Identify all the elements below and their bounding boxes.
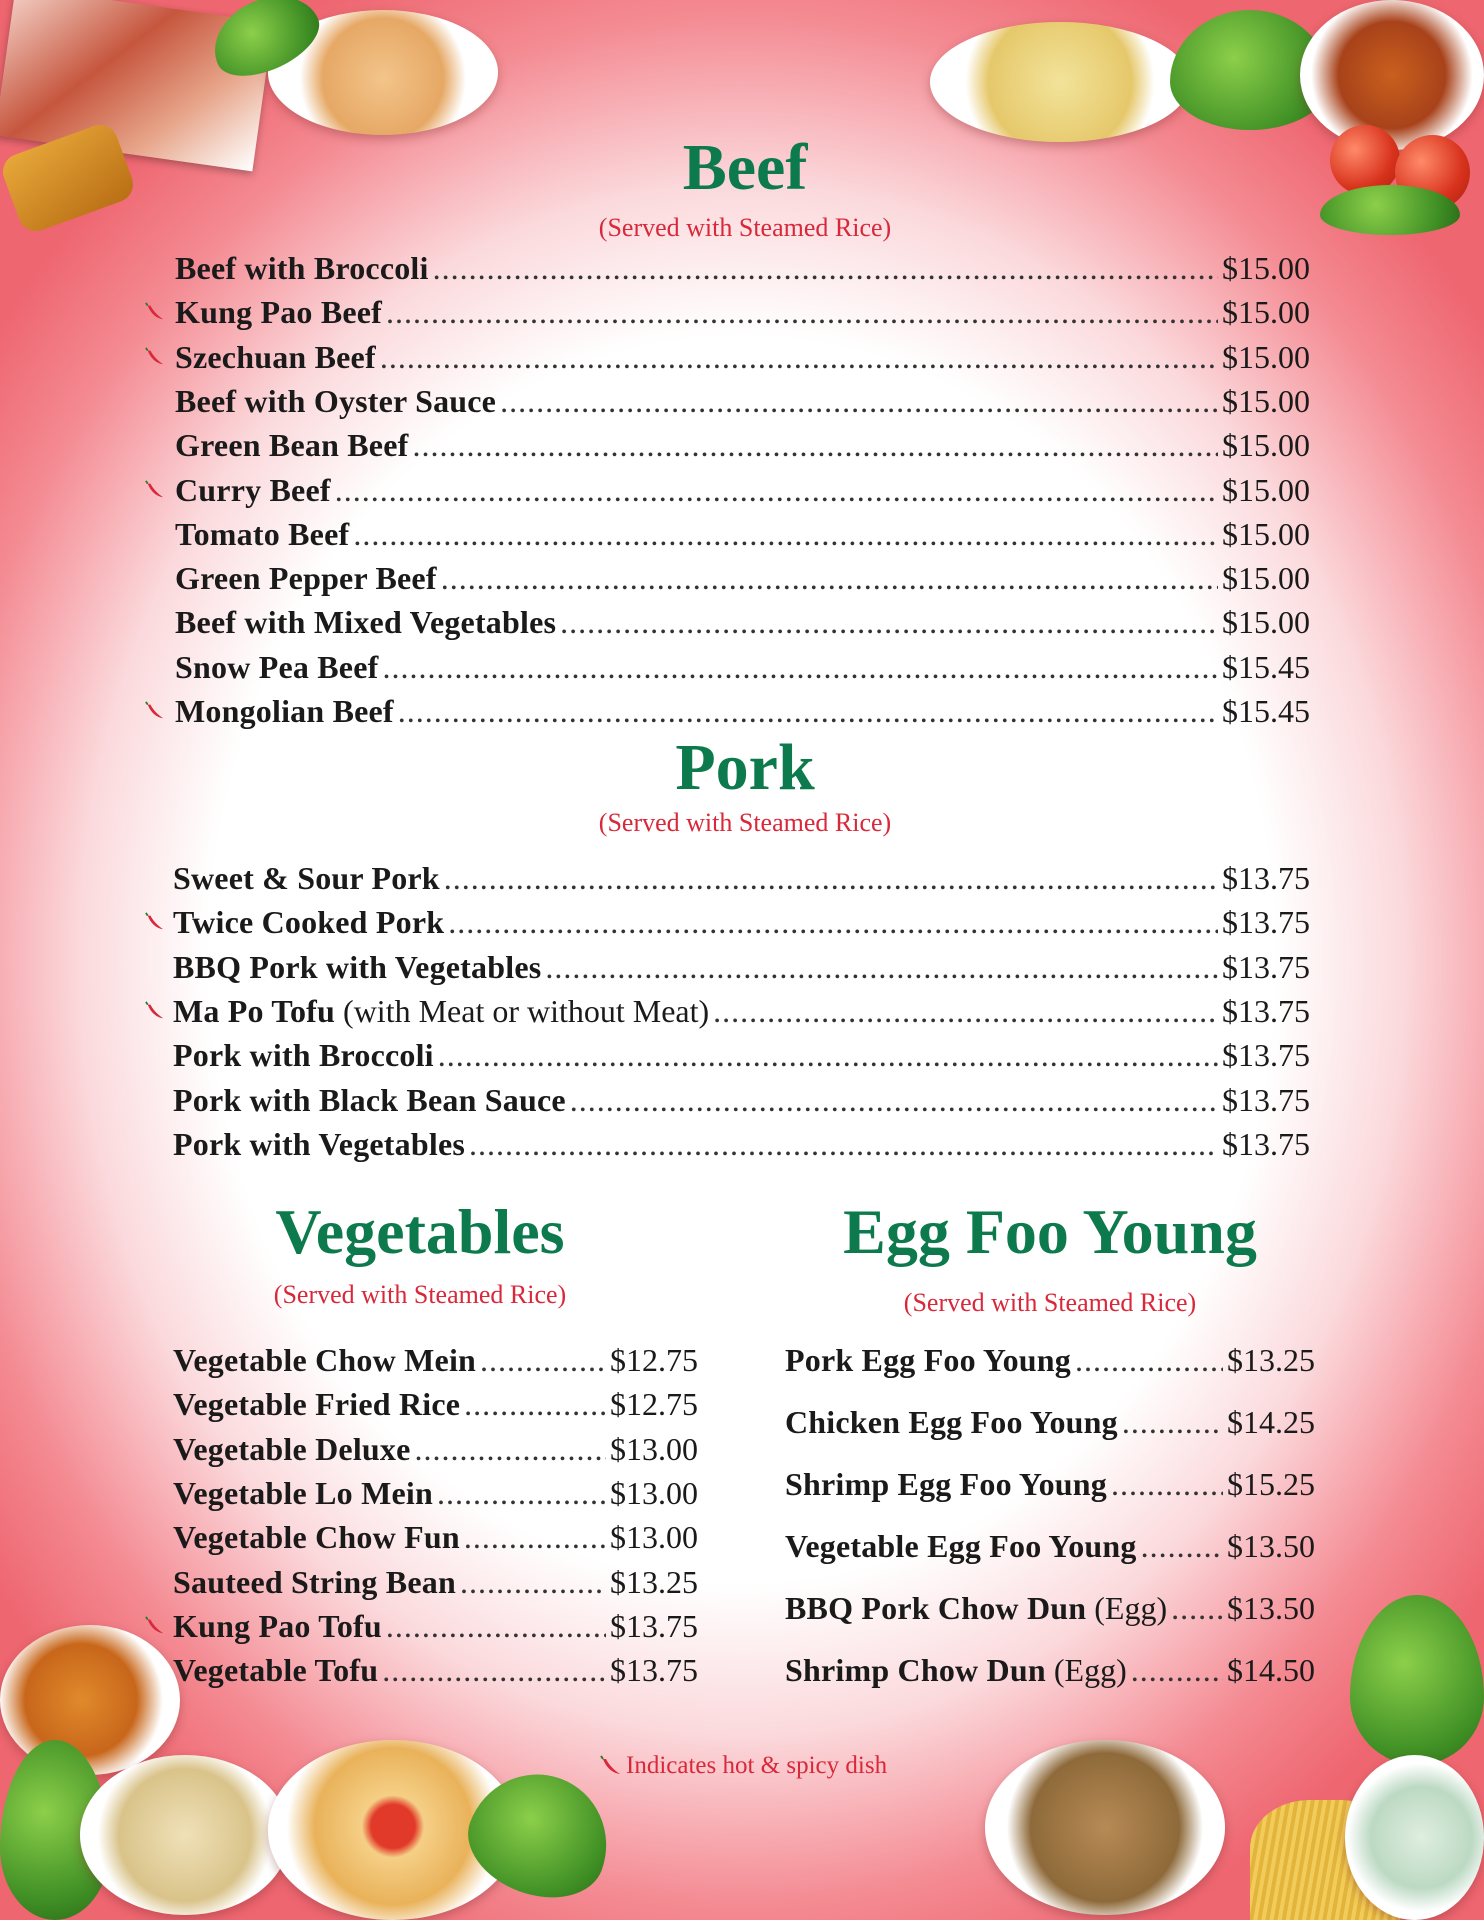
dot-leader <box>353 516 1218 553</box>
menu-item-row <box>173 1037 1310 1074</box>
orange-chicken-plate <box>0 1625 180 1775</box>
chili-pepper-icon <box>145 347 165 367</box>
menu-item-name: Beef with Mixed Vegetables <box>175 604 557 641</box>
menu-item-price: $13.00 <box>610 1519 698 1556</box>
menu-item-price: $15.00 <box>1222 294 1310 331</box>
dot-leader <box>386 294 1218 331</box>
menu-item-row <box>173 949 1310 986</box>
menu-item-row <box>175 427 1310 464</box>
menu-item-price: $13.75 <box>1222 1081 1310 1118</box>
dot-leader <box>469 1126 1218 1163</box>
menu-item-name: Tomato Beef <box>175 515 350 552</box>
menu-item-price: $13.25 <box>1227 1342 1315 1378</box>
menu-item-name: Vegetable Chow Fun <box>173 1519 460 1556</box>
dot-leader <box>412 427 1218 464</box>
dot-leader <box>1111 1466 1223 1503</box>
menu-item-price: $13.50 <box>1227 1528 1315 1564</box>
dot-leader <box>713 993 1218 1030</box>
menu-item-price: $15.25 <box>1227 1466 1315 1502</box>
menu-item-name: Snow Pea Beef <box>175 648 379 685</box>
egg-foo-young-menu-list <box>785 1342 1315 1702</box>
menu-item-price: $13.75 <box>1222 992 1310 1029</box>
menu-item-name: Sauteed String Bean <box>173 1563 456 1600</box>
menu-item-row <box>173 1342 698 1379</box>
menu-item-row <box>173 860 1310 897</box>
menu-item-name: Vegetable Deluxe <box>173 1430 411 1467</box>
menu-item-row <box>785 1404 1315 1441</box>
chili-pepper-icon <box>600 1755 622 1777</box>
pork-title: Pork <box>675 731 815 804</box>
menu-item-price: $13.75 <box>1222 948 1310 985</box>
menu-item-price: $13.50 <box>1227 1590 1315 1626</box>
vegetables-menu-list <box>173 1342 698 1702</box>
menu-item-row <box>175 516 1310 553</box>
menu-item-name: Beef with Broccoli <box>175 250 429 286</box>
chili-pepper-icon <box>145 701 165 721</box>
dot-leader <box>437 1475 606 1512</box>
menu-item-price: $15.00 <box>1222 604 1310 641</box>
menu-item-row <box>173 1652 698 1689</box>
menu-item-name: Vegetable Egg Foo Young <box>785 1528 1137 1564</box>
menu-item-price: $12.75 <box>610 1386 698 1423</box>
menu-item-price: $12.75 <box>610 1342 698 1378</box>
pork-menu-list <box>173 860 1310 1170</box>
dot-leader <box>1075 1342 1223 1379</box>
menu-item-row <box>785 1528 1315 1565</box>
menu-item-row <box>785 1590 1315 1627</box>
wonton-soup-bowl <box>1345 1755 1484 1920</box>
dot-leader <box>1171 1590 1223 1627</box>
menu-item-price: $15.00 <box>1222 515 1310 552</box>
dot-leader <box>444 860 1218 897</box>
menu-item-name: Vegetable Fried Rice <box>173 1386 461 1423</box>
singapore-noodles-plate <box>930 22 1190 142</box>
menu-item-row <box>173 1608 698 1645</box>
dot-leader <box>448 904 1218 941</box>
menu-item-name: Pork with Vegetables <box>173 1125 465 1162</box>
dot-leader <box>335 472 1218 509</box>
menu-item-row <box>785 1342 1315 1379</box>
dot-leader <box>1141 1528 1223 1565</box>
menu-item-name: Curry Beef <box>175 471 331 508</box>
menu-item-price: $15.00 <box>1222 250 1310 286</box>
dot-leader <box>380 339 1218 376</box>
chili-pepper-icon <box>145 912 165 932</box>
menu-item-name: Twice Cooked Pork <box>173 904 445 941</box>
menu-item-price: $15.00 <box>1222 471 1310 508</box>
menu-item-row <box>173 993 1310 1030</box>
menu-item-row <box>173 1519 698 1556</box>
menu-item-name: Vegetable Tofu <box>173 1652 379 1689</box>
vegetables-subtitle: (Served with Steamed Rice) <box>273 1280 567 1309</box>
egg-foo-young-subtitle: (Served with Steamed Rice) <box>903 1288 1197 1317</box>
menu-item-row <box>175 250 1310 287</box>
dot-leader <box>433 250 1218 287</box>
dot-leader <box>1122 1404 1223 1441</box>
menu-item-row <box>175 339 1310 376</box>
pork-subtitle: (Served with Steamed Rice) <box>598 808 892 837</box>
menu-item-row <box>175 693 1310 730</box>
menu-item-name: Pork Egg Foo Young <box>785 1342 1072 1378</box>
menu-item-name: Vegetable Lo Mein <box>173 1474 433 1511</box>
dot-leader <box>438 1037 1218 1074</box>
menu-item-name: Chicken Egg Foo Young <box>785 1404 1118 1440</box>
dot-leader <box>570 1082 1218 1119</box>
menu-item-price: $13.00 <box>610 1430 698 1467</box>
menu-item-row <box>175 604 1310 641</box>
menu-item-row <box>175 383 1310 420</box>
menu-item-row <box>175 649 1310 686</box>
dot-leader <box>464 1386 606 1423</box>
menu-item-price: $15.00 <box>1222 560 1310 597</box>
menu-item-row <box>173 1082 1310 1119</box>
menu-item-name: Sweet & Sour Pork <box>173 860 440 896</box>
menu-item-name: BBQ Pork Chow Dun <box>785 1590 1087 1626</box>
menu-item-name: Pork with Broccoli <box>173 1037 434 1074</box>
general-tso-chicken-plate <box>1300 0 1484 150</box>
menu-item-name: Green Pepper Beef <box>175 560 437 597</box>
dot-leader <box>415 1431 606 1468</box>
menu-item-note: (Egg) <box>1053 1652 1127 1688</box>
spicy-legend <box>600 1752 887 1780</box>
menu-item-row <box>173 1126 1310 1163</box>
dot-leader <box>441 560 1218 597</box>
kung-pao-chicken-plate <box>985 1740 1225 1915</box>
fried-rice-plate <box>80 1755 290 1915</box>
dot-leader <box>560 604 1218 641</box>
dot-leader <box>398 693 1218 730</box>
menu-item-name: Ma Po Tofu <box>173 992 336 1029</box>
menu-item-price: $13.75 <box>1222 860 1310 896</box>
menu-item-name: Shrimp Egg Foo Young <box>785 1466 1107 1502</box>
menu-item-price: $14.50 <box>1227 1652 1315 1688</box>
menu-item-price: $15.45 <box>1222 693 1310 729</box>
dot-leader <box>382 649 1218 686</box>
dot-leader <box>460 1564 606 1601</box>
dot-leader <box>382 1652 606 1689</box>
menu-item-row <box>173 904 1310 941</box>
dot-leader <box>545 949 1218 986</box>
spicy-legend-text: Indicates hot & spicy dish <box>626 1752 888 1779</box>
menu-item-row <box>173 1431 698 1468</box>
menu-item-row <box>785 1652 1315 1689</box>
menu-item-price: $13.75 <box>610 1652 698 1689</box>
chili-pepper-icon <box>145 480 165 500</box>
menu-item-row <box>175 472 1310 509</box>
menu-item-row <box>175 294 1310 331</box>
menu-item-price: $13.25 <box>610 1563 698 1600</box>
chili-pepper-icon <box>145 1616 165 1636</box>
beef-title: Beef <box>682 131 808 204</box>
menu-item-price: $13.75 <box>1222 1125 1310 1162</box>
menu-item-name: Shrimp Chow Dun <box>785 1652 1046 1688</box>
menu-item-name: Vegetable Chow Mein <box>173 1342 477 1378</box>
menu-item-name: Kung Pao Beef <box>175 294 383 331</box>
beef-subtitle: (Served with Steamed Rice) <box>598 213 892 242</box>
menu-item-price: $15.45 <box>1222 648 1310 685</box>
menu-item-row <box>175 560 1310 597</box>
lettuce-bottom-right <box>1350 1595 1484 1765</box>
menu-item-price: $13.75 <box>1222 904 1310 941</box>
menu-item-price: $15.00 <box>1222 427 1310 464</box>
menu-item-name: Kung Pao Tofu <box>173 1607 382 1644</box>
menu-item-name: Beef with Oyster Sauce <box>175 382 497 419</box>
menu-item-price: $13.75 <box>610 1607 698 1644</box>
menu-item-name: BBQ Pork with Vegetables <box>173 948 542 985</box>
menu-item-row <box>785 1466 1315 1503</box>
menu-item-note: (Egg) <box>1094 1590 1168 1626</box>
menu-item-row <box>173 1475 698 1512</box>
chili-pepper-icon <box>145 1001 165 1021</box>
vegetables-title: Vegetables <box>275 1196 565 1267</box>
chili-pepper-icon <box>145 302 165 322</box>
dot-leader <box>480 1342 606 1379</box>
menu-item-note: (with Meat or without Meat) <box>343 992 710 1029</box>
menu-item-name: Szechuan Beef <box>175 338 376 375</box>
menu-item-price: $15.00 <box>1222 382 1310 419</box>
menu-item-price: $15.00 <box>1222 338 1310 375</box>
menu-item-name: Mongolian Beef <box>175 693 394 729</box>
dot-leader <box>500 383 1218 420</box>
menu-item-price: $14.25 <box>1227 1404 1315 1440</box>
egg-foo-young-title: Egg Foo Young <box>843 1196 1257 1267</box>
menu-item-row <box>173 1386 698 1423</box>
menu-item-name: Green Bean Beef <box>175 427 409 464</box>
dot-leader <box>1131 1652 1223 1689</box>
dot-leader <box>464 1519 606 1556</box>
dot-leader <box>386 1608 606 1645</box>
menu-item-price: $13.00 <box>610 1474 698 1511</box>
menu-item-price: $13.75 <box>1222 1037 1310 1074</box>
menu-item-name: Pork with Black Bean Sauce <box>173 1081 566 1118</box>
menu-item-row <box>173 1564 698 1601</box>
beef-menu-list <box>175 250 1310 730</box>
